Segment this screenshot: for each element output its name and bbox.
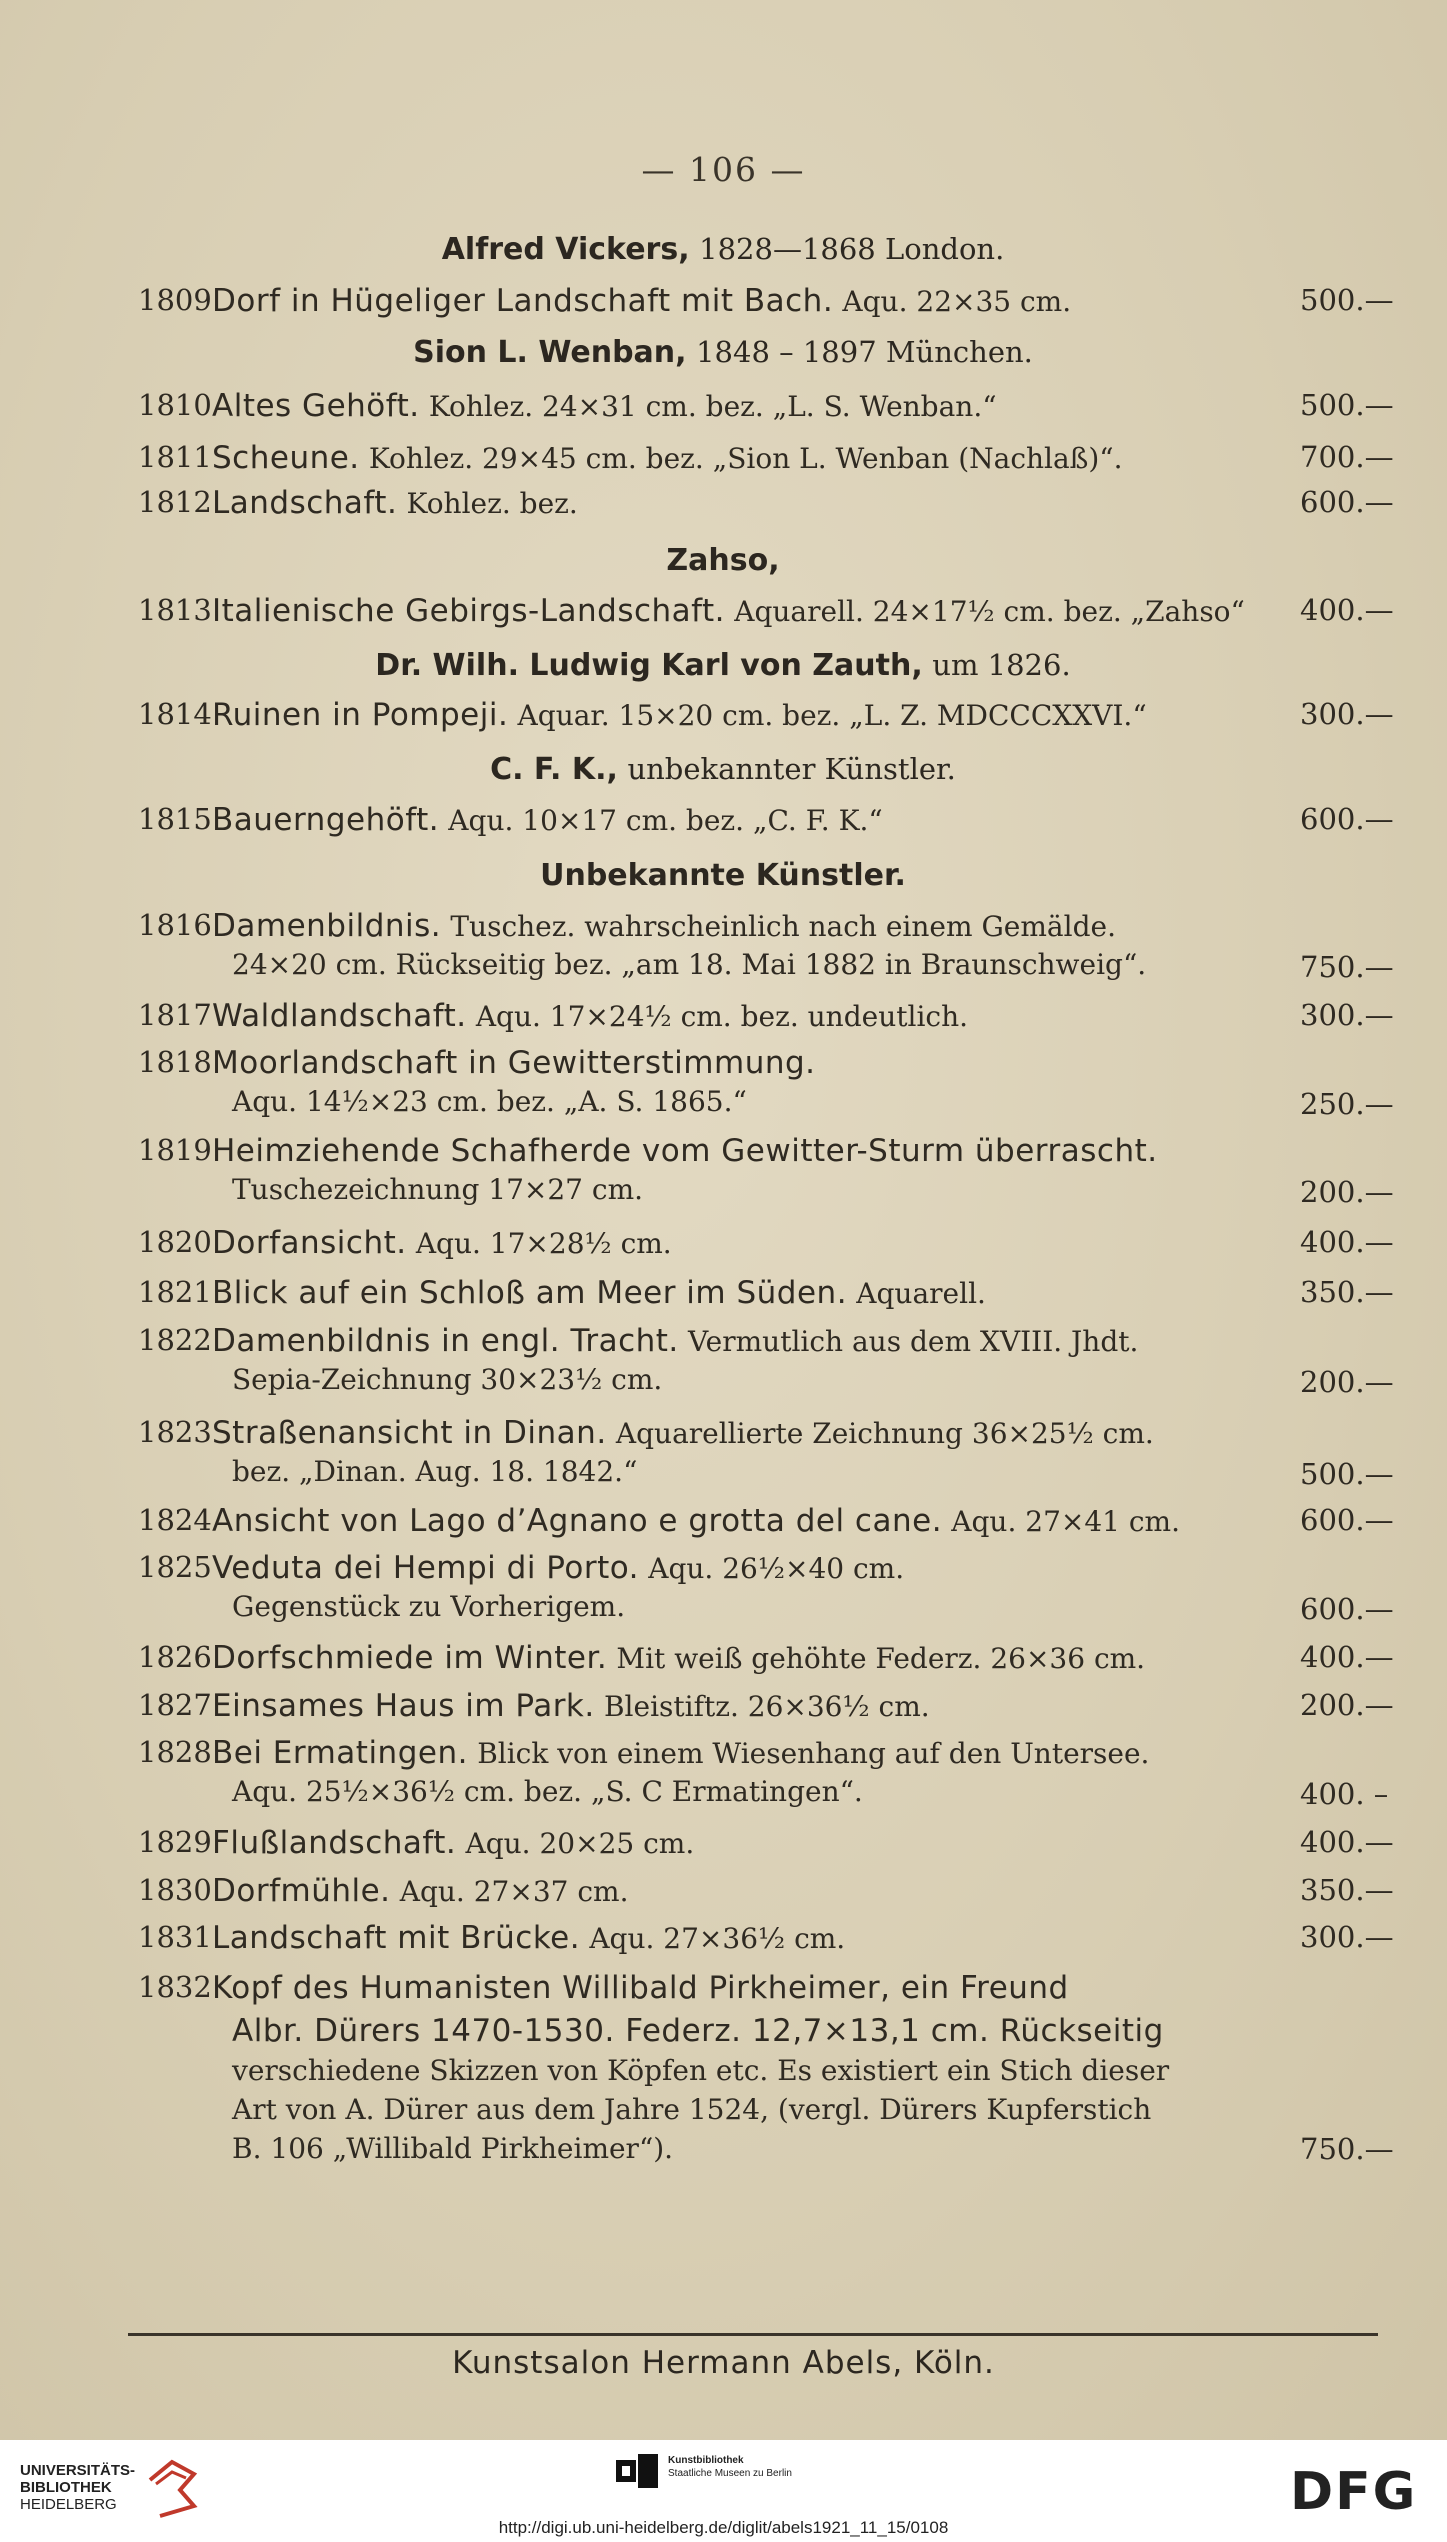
- entry-price: 750.—: [1300, 2132, 1394, 2166]
- entry-title: Einsames Haus im Park.: [212, 1688, 595, 1724]
- entry-number: 1829: [138, 1825, 212, 1859]
- entry-number: 1823: [138, 1415, 212, 1449]
- entry-description: Mit weiß gehöhte Federz. 26×36 cm.: [616, 1642, 1146, 1675]
- entry-number: 1809: [138, 283, 212, 317]
- entry-number: 1828: [138, 1735, 212, 1769]
- entry-description: Kohlez. bez.: [406, 487, 578, 520]
- entry-line-1: [212, 1873, 628, 1909]
- entry-line-1: [212, 283, 1071, 319]
- entry-number: 1821: [138, 1275, 212, 1309]
- entry-description: Aqu. 27×37 cm.: [399, 1875, 629, 1908]
- entry-line-5: B. 106 „Willibald Pirkheimer“).: [232, 2132, 674, 2165]
- entry-price: 400.—: [1300, 1640, 1394, 1674]
- entry-title: Veduta dei Hempi di Porto.: [212, 1550, 640, 1586]
- footer-publisher: Kunstsalon Hermann Abels, Köln.: [452, 2345, 995, 2381]
- ub-line-2: BIBLIOTHEK: [20, 2479, 112, 2496]
- entry-description: Aqu. 20×25 cm.: [465, 1827, 695, 1860]
- artist-heading: [0, 858, 1447, 893]
- entry-title: Landschaft.: [212, 485, 398, 521]
- entry-title: Landschaft mit Brücke.: [212, 1920, 581, 1956]
- entry-title: Scheune.: [212, 440, 360, 476]
- entry-line-1: [212, 697, 1147, 733]
- artist-life-dates: unbekannter Künstler.: [627, 752, 956, 786]
- kunstbibliothek-icon: [616, 2454, 658, 2488]
- entry-line-1: [212, 1045, 816, 1081]
- entry-description: Aquarell. 24×17½ cm. bez. „Zahso“: [734, 595, 1245, 628]
- entry-description: Aquar. 15×20 cm. bez. „L. Z. MDCCCXXVI.“: [517, 699, 1147, 732]
- artist-name: C. F. K.,: [490, 752, 618, 787]
- kb-line-2: Staatliche Museen zu Berlin: [668, 2468, 792, 2479]
- entry-number: 1814: [138, 697, 212, 731]
- entry-number: 1818: [138, 1045, 212, 1079]
- entry-description: Aqu. 22×35 cm.: [842, 285, 1072, 318]
- entry-description: Aqu. 10×17 cm. bez. „C. F. K.“: [448, 804, 883, 837]
- dfg-logo: DFG: [1290, 2462, 1418, 2522]
- entry-title: Dorfmühle.: [212, 1873, 391, 1909]
- entry-description: Kohlez. 24×31 cm. bez. „L. S. Wenban.“: [428, 390, 997, 423]
- entry-price: 750.—: [1300, 950, 1394, 984]
- ub-heidelberg-icon: [142, 2450, 202, 2520]
- entry-line-2: Aqu. 14½×23 cm. bez. „A. S. 1865.“: [232, 1085, 747, 1118]
- entry-price: 500.—: [1300, 1457, 1394, 1491]
- entry-number: 1832: [138, 1970, 212, 2004]
- entry-price: 400. –: [1300, 1777, 1389, 1811]
- entry-line-3: verschiedene Skizzen von Köpfen etc. Es existiert ein Stich dieser: [232, 2054, 1170, 2087]
- entry-line-2: Gegenstück zu Vorherigem.: [232, 1590, 626, 1623]
- entry-title: Straßenansicht in Dinan.: [212, 1415, 607, 1451]
- entry-title: Italienische Gebirgs-Landschaft.: [212, 593, 726, 629]
- entry-description: Aqu. 27×41 cm.: [951, 1505, 1181, 1538]
- artist-heading: [0, 335, 1447, 370]
- entry-number: 1831: [138, 1920, 212, 1954]
- entry-number: 1830: [138, 1873, 212, 1907]
- entry-description: Blick von einem Wiesenhang auf den Untersee.: [477, 1737, 1150, 1770]
- entry-price: 350.—: [1300, 1873, 1394, 1907]
- entry-price: 600.—: [1300, 802, 1394, 836]
- entry-number: 1819: [138, 1133, 212, 1167]
- entry-line-1: [212, 802, 883, 838]
- entry-title: Bauerngehöft.: [212, 802, 440, 838]
- entry-title: Heimziehende Schafherde vom Gewitter-Sturm überrascht.: [212, 1133, 1158, 1169]
- entry-price: 400.—: [1300, 1225, 1394, 1259]
- entry-title: Altes Gehöft.: [212, 388, 420, 424]
- entry-line-1: [212, 1415, 1154, 1451]
- entry-number: 1826: [138, 1640, 212, 1674]
- entry-price: 200.—: [1300, 1365, 1394, 1399]
- ub-heidelberg-logo-text: [20, 2462, 135, 2513]
- page-number: — 106 —: [641, 150, 806, 189]
- ub-line-1: UNIVERSITÄTS-: [20, 2462, 136, 2479]
- entry-number: 1827: [138, 1688, 212, 1722]
- entry-title: Ansicht von Lago d’Agnano e grotta del cane.: [212, 1503, 943, 1539]
- entry-number: 1822: [138, 1323, 212, 1357]
- entry-number: 1817: [138, 998, 212, 1032]
- entry-title: Waldlandschaft.: [212, 998, 467, 1034]
- entry-price: 300.—: [1300, 1920, 1394, 1954]
- entry-price: 500.—: [1300, 283, 1394, 317]
- entry-description: Vermutlich aus dem XVIII. Jhdt.: [688, 1325, 1139, 1358]
- kb-line-1: Kunstbibliothek: [668, 2455, 744, 2466]
- ub-line-3: HEIDELBERG: [20, 2496, 117, 2513]
- entry-line-2: 24×20 cm. Rückseitig bez. „am 18. Mai 1882 in Braunschweig“.: [232, 948, 1147, 981]
- entry-price: 200.—: [1300, 1175, 1394, 1209]
- entry-line-1: [212, 593, 1245, 629]
- entry-number: 1820: [138, 1225, 212, 1259]
- entry-description: Aquarellierte Zeichnung 36×25½ cm.: [615, 1417, 1154, 1450]
- artist-name: Dr. Wilh. Ludwig Karl von Zauth,: [375, 648, 923, 683]
- artist-heading: [0, 232, 1447, 267]
- entry-description: Tuschez. wahrscheinlich nach einem Gemälde.: [450, 910, 1116, 943]
- entry-line-1: [212, 1688, 930, 1724]
- entry-number: 1812: [138, 485, 212, 519]
- entry-description: Kohlez. 29×45 cm. bez. „Sion L. Wenban (Nachlaß)“.: [368, 442, 1123, 475]
- artist-life-dates: 1828—1868 London.: [699, 232, 1005, 266]
- entry-description: Bleistiftz. 26×36½ cm.: [603, 1690, 930, 1723]
- entry-description: Aqu. 17×24½ cm. bez. undeutlich.: [475, 1000, 969, 1033]
- entry-title: Dorf in Hügeliger Landschaft mit Bach.: [212, 283, 834, 319]
- entry-line-1: [212, 1920, 845, 1956]
- artist-heading: [0, 752, 1447, 787]
- entry-number: 1813: [138, 593, 212, 627]
- entry-number: 1824: [138, 1503, 212, 1537]
- entry-title: Damenbildnis in engl. Tracht.: [212, 1323, 679, 1359]
- entry-price: 400.—: [1300, 1825, 1394, 1859]
- entry-description: Aquarell.: [856, 1277, 986, 1310]
- entry-line-1: [212, 1503, 1180, 1539]
- entry-price: 600.—: [1300, 1503, 1394, 1537]
- kunstbibliothek-logo: [616, 2454, 792, 2488]
- entry-title: Dorfansicht.: [212, 1225, 407, 1261]
- entry-price: 300.—: [1300, 697, 1394, 731]
- entry-line-1: Kopf des Humanisten Willibald Pirkheimer, ein Freund: [212, 1970, 1069, 2006]
- entry-line-2: Sepia-Zeichnung 30×23½ cm.: [232, 1363, 663, 1396]
- entry-title: Ruinen in Pompeji.: [212, 697, 509, 733]
- entry-line-1: [212, 1225, 672, 1261]
- entry-price: 700.—: [1300, 440, 1394, 474]
- entry-title: Blick auf ein Schloß am Meer im Süden.: [212, 1275, 848, 1311]
- entry-description: Aqu. 17×28½ cm.: [415, 1227, 672, 1260]
- entry-line-2-text: Albr. Dürers 1470-1530. Federz. 12,7×13,1 cm. Rückseitig: [232, 2013, 1164, 2049]
- artist-name: Sion L. Wenban,: [413, 335, 687, 370]
- entry-line-4: Art von A. Dürer aus dem Jahre 1524, (vergl. Dürers Kupferstich: [232, 2093, 1152, 2126]
- artist-heading: [0, 543, 1447, 578]
- entry-line-1: [212, 485, 578, 521]
- entry-number: 1815: [138, 802, 212, 836]
- entry-price: 200.—: [1300, 1688, 1394, 1722]
- entry-line-1: [212, 1133, 1158, 1169]
- entry-line-1: [212, 388, 997, 424]
- artist-name: Alfred Vickers,: [441, 232, 690, 267]
- digitization-bar: [0, 2440, 1447, 2542]
- entry-number: 1825: [138, 1550, 212, 1584]
- footer-rule: [128, 2333, 1378, 2336]
- entry-line-1: [212, 1275, 986, 1311]
- entry-title: Dorfschmiede im Winter.: [212, 1640, 608, 1676]
- entry-description: Aqu. 26½×40 cm.: [648, 1552, 905, 1585]
- entry-number: 1816: [138, 908, 212, 942]
- artist-name: Unbekannte Künstler.: [540, 858, 906, 893]
- entry-description: Aqu. 27×36½ cm.: [589, 1922, 846, 1955]
- artist-life-dates: 1848 – 1897 München.: [696, 335, 1033, 369]
- entry-line-2: Aqu. 25½×36½ cm. bez. „S. C Ermatingen“.: [232, 1775, 863, 1808]
- entry-title: Moorlandschaft in Gewitterstimmung.: [212, 1045, 816, 1081]
- entry-price: 250.—: [1300, 1087, 1394, 1121]
- artist-name: Zahso,: [666, 543, 780, 578]
- entry-line-1: [212, 1825, 694, 1861]
- artist-life-dates: um 1826.: [932, 648, 1071, 682]
- entry-line-1: [212, 998, 968, 1034]
- entry-number: 1810: [138, 388, 212, 422]
- entry-number: 1811: [138, 440, 212, 474]
- entry-line-2: Tuschezeichnung 17×27 cm.: [232, 1173, 644, 1206]
- entry-line-1: [212, 1550, 904, 1586]
- entry-price: 600.—: [1300, 1592, 1394, 1626]
- entry-title: Bei Ermatingen.: [212, 1735, 468, 1771]
- entry-title: Damenbildnis.: [212, 908, 442, 944]
- entry-line-1: [212, 1323, 1138, 1359]
- entry-line-1: [212, 1640, 1145, 1676]
- entry-line-1: [212, 440, 1123, 476]
- entry-price: 300.—: [1300, 998, 1394, 1032]
- entry-title: Flußlandschaft.: [212, 1825, 457, 1861]
- entry-price: 600.—: [1300, 485, 1394, 519]
- entry-line-2: bez. „Dinan. Aug. 18. 1842.“: [232, 1455, 638, 1488]
- artist-heading: [0, 648, 1447, 683]
- entry-price: 400.—: [1300, 593, 1394, 627]
- source-url[interactable]: http://digi.ub.uni-heidelberg.de/diglit/abels1921_11_15/0108: [498, 2518, 949, 2537]
- entry-price: 500.—: [1300, 388, 1394, 422]
- entry-line-2: [232, 2013, 1164, 2049]
- entry-line-1: [212, 1735, 1149, 1771]
- entry-line-1: [212, 908, 1116, 944]
- entry-price: 350.—: [1300, 1275, 1394, 1309]
